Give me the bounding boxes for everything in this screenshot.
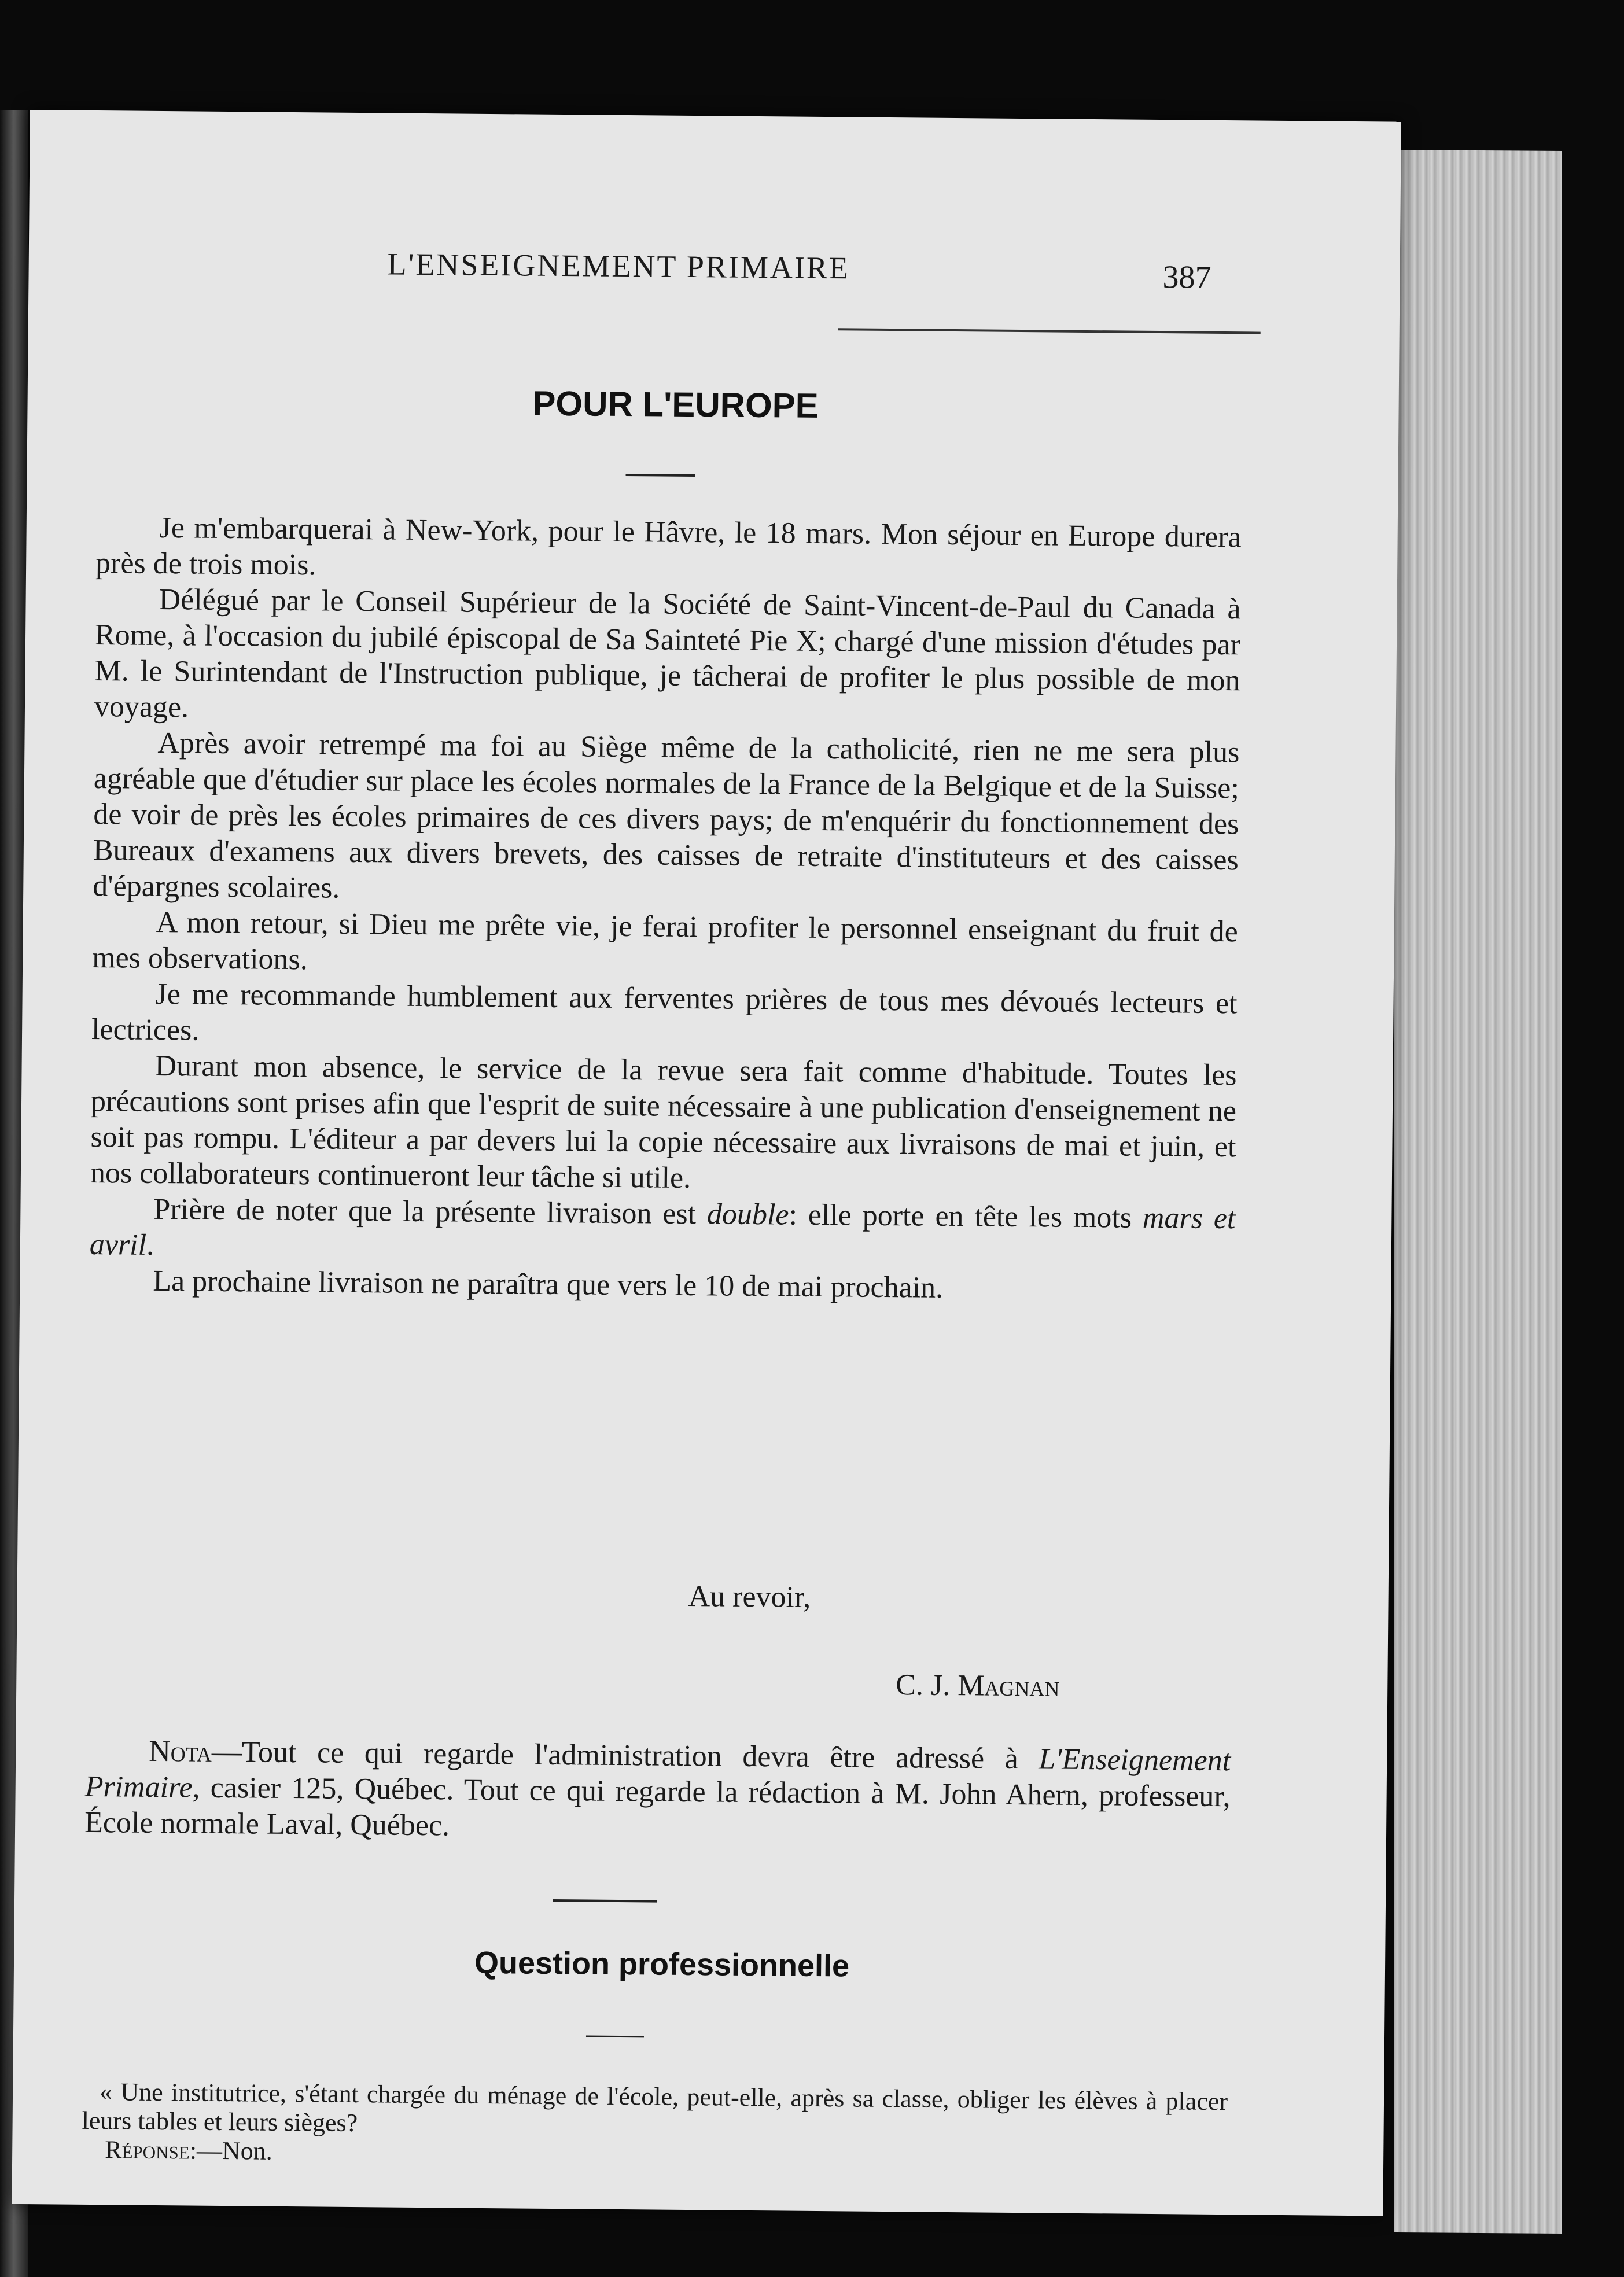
notice-paragraph: Prière de noter que la présente livraison est double: elle porte en tête les mots mars et avril.	[89, 1192, 1236, 1262]
next-issue-paragraph: La prochaine livraison ne paraîtra que vers le 10 de mai prochain.	[153, 1264, 944, 1305]
paragraph: Après avoir retrempé ma foi au Siège même de la catholicité, rien ne me sera plus agréable que d'étudier sur place les écoles normales de la France de la Belgique et de la Suisse; de voir de près les écoles primaires de ces divers pays; de m'enquérir du fonctionnement des Bureaux d'examens aux divers brevets, des caisses de retraite d'instituteurs et des caisses d'épargnes scolaires.	[93, 726, 1240, 905]
article-body	[89, 510, 1242, 1309]
question-text: « Une institutrice, s'étant chargée du ménage de l'école, peut-elle, après sa classe, obliger les élèves à placer leurs tables et leurs sièges?	[82, 2077, 1228, 2138]
question-title-rule	[586, 2036, 644, 2038]
paragraph: A mon retour, si Dieu me prête vie, je ferai profiter le personnel enseignant du fruit de mes observations.	[91, 905, 1238, 977]
paragraph: Durant mon absence, le service de la revue sera fait comme d'habitude. Toutes les précautions sont prises afin que l'esprit de suite nécessaire à une publication d'enseignement ne soit pas rompu. L'éditeur a par devers lui la copie nécessaire aux livraisons de mai et juin, et nos collaborateurs continueront leur tâche si utile.	[90, 1049, 1237, 1195]
page-content	[65, 110, 1291, 2165]
farewell: Au revoir,	[688, 1580, 811, 1614]
question-block	[82, 2077, 1228, 2174]
paragraph: Je me recommande humblement aux ferventes prières de tous mes dévoués lecteurs et lectrices.	[91, 977, 1238, 1047]
book-page-edges	[1394, 150, 1562, 2234]
nota-block: Nota—Tout ce qui regarde l'administration devra être adressé à L'Enseignement Primaire, casier 125, Québec. Tout ce qui regarde la rédaction à M. John Ahern, professeur, École normale Laval, Québec.	[84, 1734, 1231, 1843]
emphasis-double: double	[706, 1198, 789, 1232]
journal-name: L'Enseignement Primaire	[84, 1742, 1231, 1804]
paragraph: Je m'embarquerai à New-York, pour le Hâvre, le 18 mars. Mon séjour en Europe durera près de trois mois.	[95, 511, 1242, 582]
section-divider	[553, 1899, 657, 1903]
answer-label: Réponse	[105, 2135, 190, 2165]
running-header: L'ENSEIGNEMENT PRIMAIRE	[387, 246, 850, 286]
book-page	[12, 110, 1401, 2216]
paragraph: Délégué par le Conseil Supérieur de la Société de Saint-Vincent-de-Paul du Canada à Rome, à l'occasion du jubilé épiscopal de Sa Sainteté Pie X; chargé d'une mission d'études par M. le Surintendant de l'Instruction publique, je tâcherai de profiter le plus possible de mon voyage.	[94, 583, 1241, 724]
header-rule	[838, 328, 1261, 334]
emphasis-months: mars et avril	[89, 1201, 1236, 1262]
question-title: Question professionnelle	[474, 1945, 850, 1984]
signature: C. J. Magnan	[896, 1668, 1060, 1703]
article-title: POUR L'EUROPE	[532, 384, 819, 425]
answer: Réponse:—Non.	[105, 2135, 272, 2165]
nota-label: Nota	[148, 1734, 212, 1768]
page-number: 387	[1162, 259, 1211, 296]
title-rule	[626, 474, 695, 477]
